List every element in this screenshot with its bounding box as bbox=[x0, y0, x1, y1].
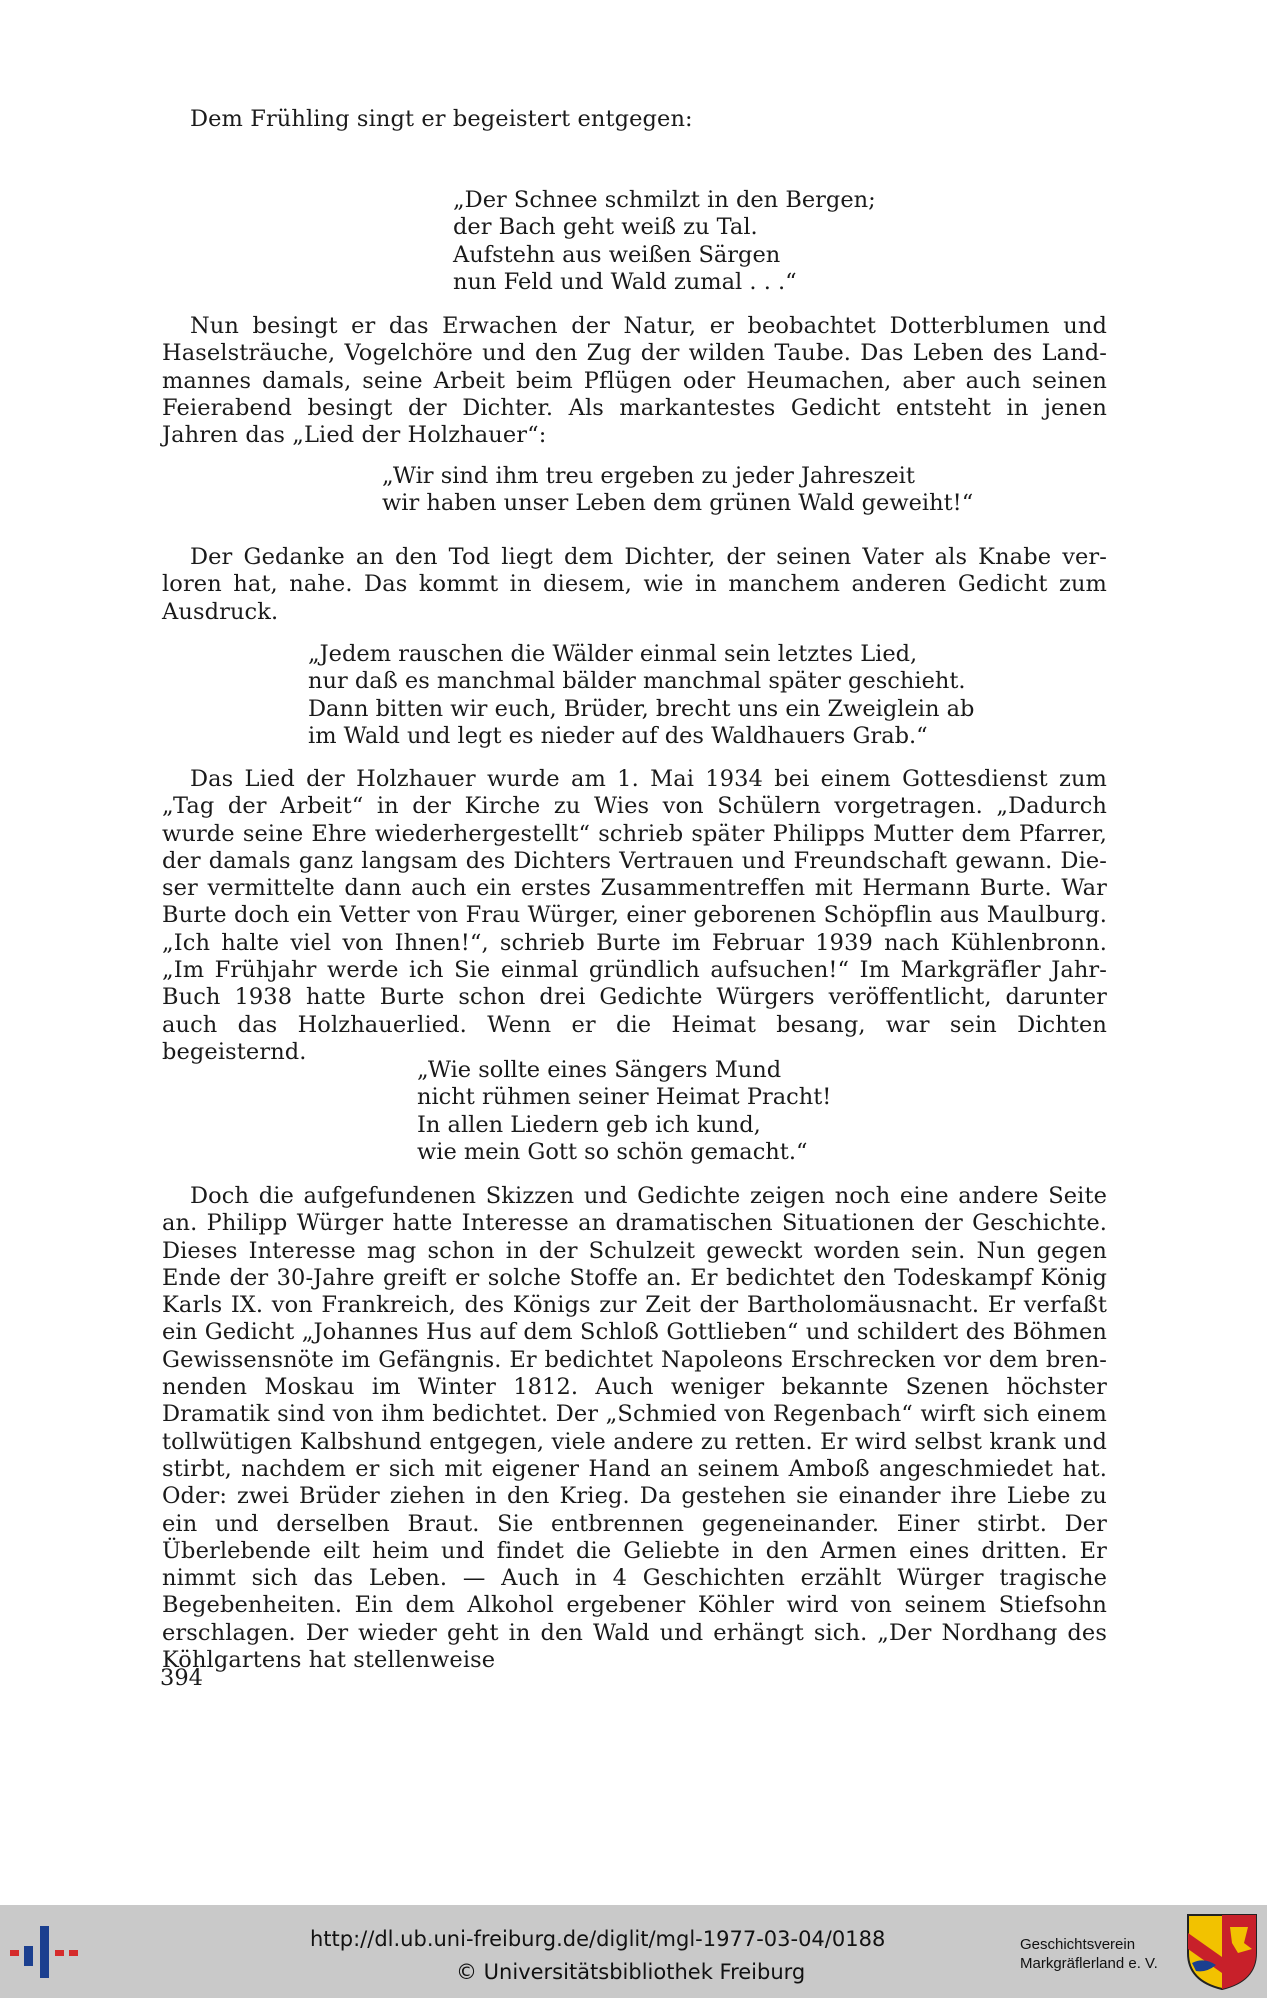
coat-of-arms-icon bbox=[1186, 1913, 1258, 1991]
paragraph-nature: Nun besingt er das Erwachen der Natur, er beobachtet Dotterblumen und Haselsträuche, Vogelchöre und den Zug der wilden Taube. Das Leben des Land-mannes damals, seine Arbeit beim Pflügen oder Heumachen, aber auch seinen Feierabend besingt der Dichter. Als markantestes Gedicht entsteht in jenen Jahren das „Lied der Holzhauer“: bbox=[162, 313, 1107, 449]
verse-line: nur daß es manchmal bälder manchmal später geschieht. bbox=[308, 668, 966, 695]
verse-snow bbox=[453, 187, 876, 296]
paragraph-drama: Doch die aufgefundenen Skizzen und Gedichte zeigen noch eine andere Seite an. Philipp Würger hatte Interesse an dramatischen Situationen der Geschichte. Dieses Interesse mag schon in der Schulzeit geweckt worden sein. Nun gegen Ende der 30-Jahre greift er solche Stoffe an. Er bedichtet den Todeskampf König Karls IX. von Frankreich, des Königs zur Zeit der Bartholomäusnacht. Er verfaßt ein Gedicht „Johannes Hus auf dem Schloß Gottlieben“ und schildert des Böhmen Gewissensnöte im Gefängnis. Er bedichtet Napoleons Erschrecken vor dem bren-nenden Moskau im Winter 1812. Auch weniger bekannte Szenen höchster Dramatik sind von ihm bedichtet. Der „Schmied von Regenbach“ wirft sich einem tollwütigen Kalbshund entgegen, viele andere zu retten. Er wird selbst krank und stirbt, nachdem er sich mit eigener Hand an seinem Amboß angeschmiedet hat. Oder: zwei Brüder ziehen in den Krieg. Da gestehen sie einander ihre Liebe zu ein und derselben Braut. Sie entbrennen gegeneinander. Einer stirbt. Der Überlebende eilt heim und findet die Geliebte in den Armen eines dritten. Er nimmt sich das Leben. — Auch in 4 Geschichten erzählt Würger tragische Begebenheiten. Ein dem Alkohol ergebener Köhler wird von seinem Stiefsohn erschlagen. Der wieder geht in den Wald und erhängt sich. „Der Nordhang des Köhlgartens hat stellenweise bbox=[162, 1183, 1107, 1674]
verse-line: In allen Liedern geb ich kund, bbox=[417, 1111, 761, 1138]
paragraph-death: Der Gedanke an den Tod liegt dem Dichter, der seinen Vater als Knabe ver-loren hat, nahe. Das kommt in diesem, wie in manchem anderen Gedicht zum Ausdruck. bbox=[162, 544, 1107, 625]
verse-forests bbox=[308, 641, 974, 750]
verse-line: wie mein Gott so schön gemacht.“ bbox=[417, 1138, 808, 1165]
society-name-line: Markgräflerland e. V. bbox=[1020, 1955, 1158, 1972]
verse-line: Aufstehn aus weißen Särgen bbox=[453, 241, 781, 268]
verse-line: der Bach geht weiß zu Tal. bbox=[453, 214, 758, 241]
paragraph-woodcutters-song: Das Lied der Holzhauer wurde am 1. Mai 1934 bei einem Gottesdienst zum „Tag der Arbeit“ in der Kirche zu Wies von Schülern vorgetragen. „Dadurch wurde seine Ehre wiederhergestellt“ schrieb später Philipps Mutter dem Pfarrer, der damals ganz langsam des Dichters Vertrauen und Freundschaft gewann. Die-ser vermittelte dann auch ein erstes Zusammentreffen mit Hermann Burte. War Burte doch ein Vetter von Frau Würger, einer geborenen Schöpflin aus Maulburg. „Ich halte viel von Ihnen!“, schrieb Burte im Februar 1939 nach Kühlenbronn. „Im Frühjahr werde ich Sie einmal gründlich aufsuchen!“ Im Markgräfler Jahr-Buch 1938 hatte Burte schon drei Gedichte Würgers veröffentlicht, darunter auch das Holzhauerlied. Wenn er die Heimat besang, war sein Dichten begeisternd. bbox=[162, 766, 1107, 1065]
society-name bbox=[1020, 1935, 1158, 1973]
verse-line: „Der Schnee schmilzt in den Bergen; bbox=[453, 187, 876, 213]
permalink-url[interactable]: http://dl.ub.uni-freiburg.de/diglit/mgl-1977-03-04/0188 bbox=[310, 1927, 886, 1951]
verse-woodcutters bbox=[382, 463, 973, 518]
verse-homeland bbox=[417, 1057, 831, 1166]
verse-line: Dann bitten wir euch, Brüder, brecht uns ein Zweiglein ab bbox=[308, 695, 975, 722]
verse-line: „Wir sind ihm treu ergeben zu jeder Jahreszeit bbox=[382, 463, 915, 489]
society-name-line: Geschichtsverein bbox=[1020, 1936, 1136, 1953]
verse-line: wir haben unser Leben dem grünen Wald geweiht!“ bbox=[382, 490, 974, 517]
verse-line: „Jedem rauschen die Wälder einmal sein letztes Lied, bbox=[308, 641, 918, 667]
viewer-footer bbox=[0, 1905, 1267, 1998]
paragraph-spring-intro: Dem Frühling singt er begeistert entgegen: bbox=[190, 106, 693, 132]
university-library-logo-icon bbox=[10, 1926, 80, 1978]
copyright-notice: © Universitätsbibliothek Freiburg bbox=[456, 1960, 806, 1984]
verse-line: im Wald und legt es nieder auf des Waldhauers Grab.“ bbox=[308, 722, 928, 749]
verse-line: nicht rühmen seiner Heimat Pracht! bbox=[417, 1084, 832, 1111]
page-number: 394 bbox=[160, 1665, 203, 1691]
verse-line: „Wie sollte eines Sängers Mund bbox=[417, 1057, 782, 1083]
verse-line: nun Feld und Wald zumal . . .“ bbox=[453, 268, 797, 295]
